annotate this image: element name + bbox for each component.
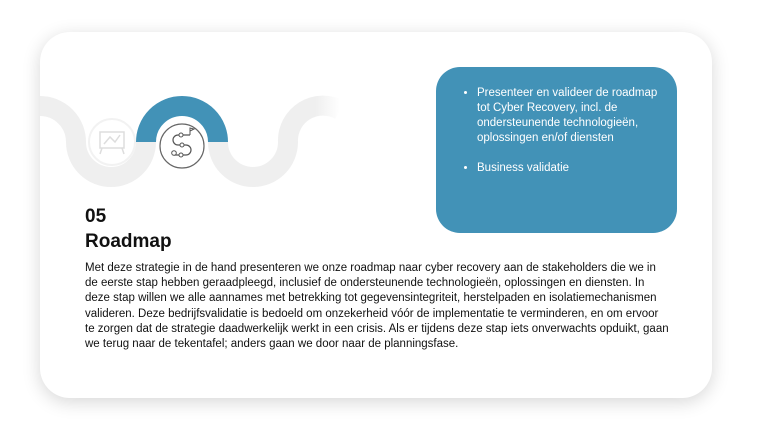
bullet-item: • Presenteer en valideer de roadmap tot Cyber Recovery, incl. de ondersteunende technologieën, oplossingen en/of diensten <box>477 86 667 146</box>
step-card <box>40 32 712 398</box>
presentation-board-icon <box>89 119 135 165</box>
step-title: Roadmap <box>85 231 172 252</box>
track-right <box>218 106 340 177</box>
bullet-item: • Business validatie <box>477 161 667 176</box>
step-description: Met deze strategie in de hand presenteren we onze roadmap naar cyber recovery aan de stakeholders die we in de eerste stap hebben geraadpleegd, inclusief de ondersteunende technologieën, oplossingen en diensten. In deze stap willen we alle aannames met betrekking tot gegevensintegriteit, herstelpaden en isolatiemechanismen valideren. Deze bedrijfsvalidatie is bedoeld om onzekerheid vóór de implementatie te verminderen, en om ervoor te zorgen dat de strategie daadwerkelijk werkt in een crisis. Als er tijdens deze stap iets onverwachts opduikt, gaan we terug naar de tekentafel; anders gaan we door naar de planningsfase. <box>85 262 669 351</box>
progress-wave <box>40 32 380 232</box>
roadmap-path-icon <box>160 124 204 168</box>
summary-box <box>436 67 677 233</box>
step-number: 05 <box>85 206 107 227</box>
